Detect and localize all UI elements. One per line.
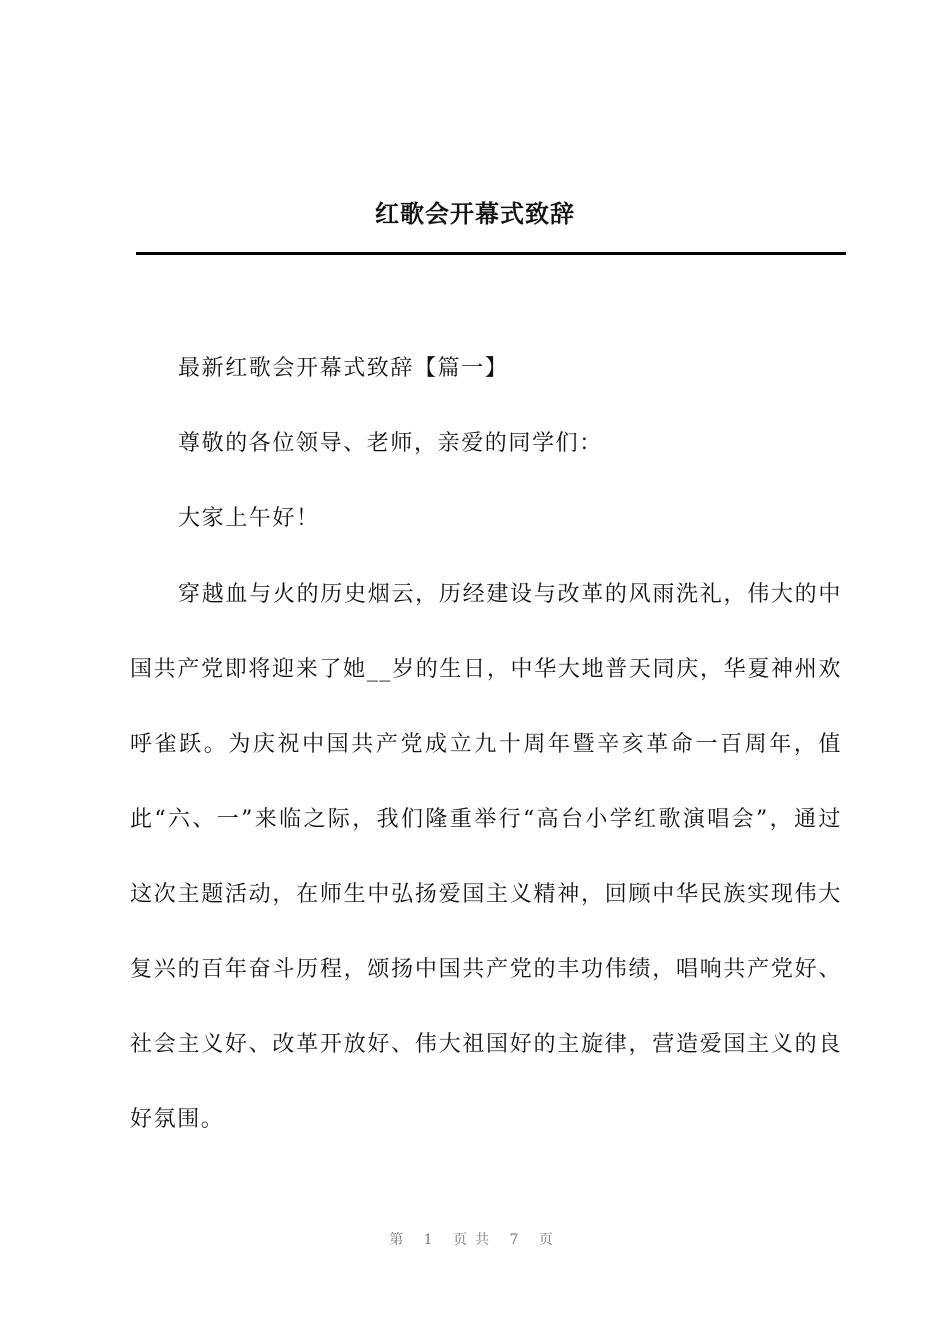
document-body	[130, 350, 842, 1157]
document-title: 红歌会开幕式致辞	[375, 199, 575, 228]
body-paragraph: 穿越血与火的历史烟云，历经建设与改革的风雨洗礼，伟大的中国共产党即将迎来了她__岁的生日，中华大地普天同庆，华夏神州欢呼雀跃。为庆祝中国共产党成立九十周年暨辛亥革命一百周年，值此“六、一”来临之际，我们隆重举行“高台小学红歌演唱会”，通过这次主题活动，在师生中弘扬爱国主义精神，回顾中华民族实现伟大复兴的百年奋斗历程，颂扬中国共产党的丰功伟绩，唱响共产党好、社会主义好、改革开放好、伟大祖国好的主旋律，营造爱国主义的良好氛围。	[130, 582, 842, 1132]
title-divider	[136, 252, 846, 255]
greeting: 大家上午好！	[178, 506, 320, 531]
page-footer: 第 1 页共 7 页	[389, 1232, 561, 1248]
section-heading: 最新红歌会开幕式致辞【篇一】	[178, 356, 509, 381]
salutation: 尊敬的各位领导、老师，亲爱的同学们：	[178, 431, 603, 456]
